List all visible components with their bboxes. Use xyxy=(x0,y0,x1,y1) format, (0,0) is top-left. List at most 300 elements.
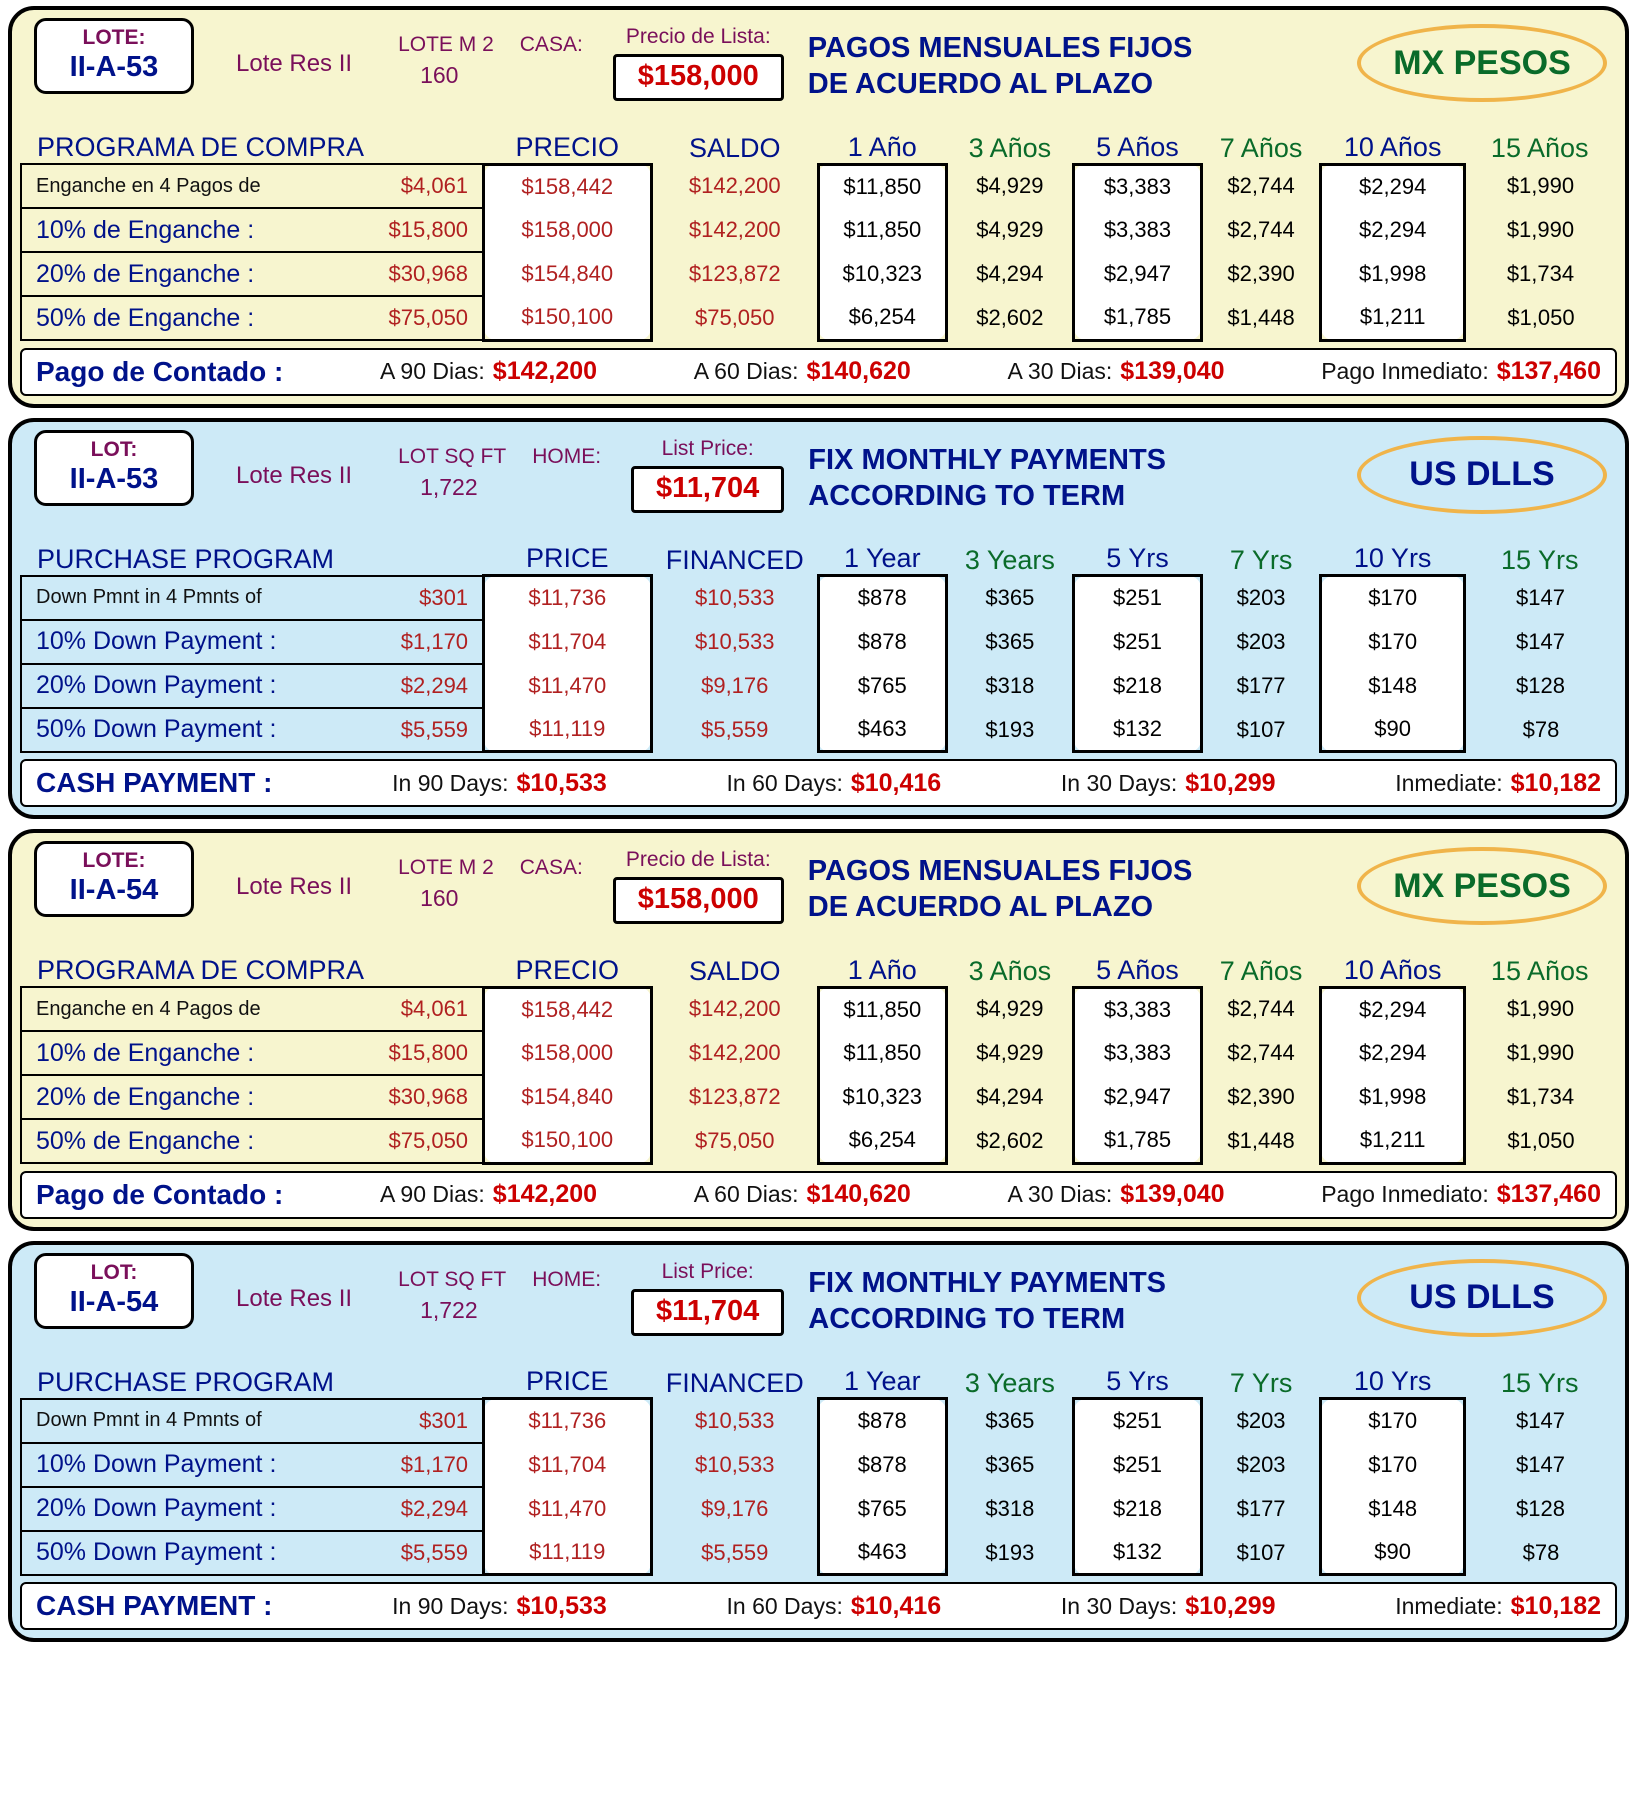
lot-residence-label: Lote Res II xyxy=(236,1284,353,1312)
column-header-price: PRECIO xyxy=(515,131,620,162)
column-header-price: PRECIO xyxy=(515,954,620,985)
lot-label: LOTE: xyxy=(82,26,146,49)
row-label-text: Down Pmnt in 4 Pmnts of xyxy=(36,1409,262,1431)
row-term-4: $148 xyxy=(1321,1487,1465,1531)
row-down-amount: $75,050 xyxy=(388,1128,469,1153)
row-term-4: $170 xyxy=(1321,1443,1465,1487)
slogan-line-2: DE ACUERDO AL PLAZO xyxy=(807,891,1154,923)
row-term-5: $1,990 xyxy=(1506,173,1575,198)
table-row xyxy=(21,1443,1616,1487)
lot-box xyxy=(34,18,194,94)
row-balance: $142,200 xyxy=(688,996,781,1021)
column-header-term-2: 5 Yrs xyxy=(1106,543,1169,573)
cash-item-label-0: In 90 Days: xyxy=(392,769,509,796)
column-header-term-4: 10 Años xyxy=(1343,131,1442,162)
row-term-0: $878 xyxy=(818,576,946,620)
row-label-text: 50% Down Payment : xyxy=(36,715,277,743)
cash-item-value-1: $10,416 xyxy=(850,1591,942,1620)
column-header-term-1: 3 Years xyxy=(964,1367,1055,1398)
column-header-term-2: 5 Yrs xyxy=(1106,1366,1169,1396)
list-price-block xyxy=(631,436,784,513)
row-price: $158,442 xyxy=(484,164,651,208)
row-term-5: $1,990 xyxy=(1506,1040,1575,1065)
row-term-1: $2,602 xyxy=(976,305,1044,330)
column-header-term-4: 10 Años xyxy=(1343,954,1442,985)
row-term-2: $3,383 xyxy=(1074,987,1202,1031)
slogan xyxy=(808,442,1166,514)
column-header-term-3: 7 Yrs xyxy=(1229,544,1293,575)
row-balance: $10,533 xyxy=(694,584,775,610)
currency-label: US DLLS xyxy=(1409,1278,1555,1316)
row-term-1: $4,294 xyxy=(976,261,1044,286)
table-header-row xyxy=(21,945,1616,987)
slogan-line-2: DE ACUERDO AL PLAZO xyxy=(807,68,1154,100)
row-balance: $10,533 xyxy=(694,1407,775,1433)
cash-item-value-0: $10,533 xyxy=(516,768,607,797)
table-row xyxy=(21,1531,1616,1575)
list-price-label: Precio de Lista: xyxy=(625,848,771,871)
row-label-text: 50% de Enganche : xyxy=(36,1126,255,1155)
column-header-price: PRICE xyxy=(526,1366,609,1396)
table-row xyxy=(21,296,1616,340)
row-balance: $5,559 xyxy=(701,716,769,742)
row-term-2: $132 xyxy=(1074,1531,1202,1575)
column-header-term-3: 7 Yrs xyxy=(1229,1367,1293,1398)
row-term-2: $2,947 xyxy=(1074,252,1202,296)
row-term-4: $2,294 xyxy=(1321,1031,1465,1075)
row-balance: $142,200 xyxy=(688,217,781,242)
row-term-5: $1,990 xyxy=(1506,996,1575,1021)
row-balance: $9,176 xyxy=(701,672,769,698)
slogan xyxy=(808,30,1193,102)
row-label-inner xyxy=(22,1076,482,1118)
row-label-cell xyxy=(21,987,484,1031)
table-row xyxy=(21,576,1616,620)
currency-badge xyxy=(1357,1259,1607,1337)
list-price-label: List Price: xyxy=(661,436,754,460)
row-term-1: $193 xyxy=(985,1539,1035,1565)
cash-item-0 xyxy=(380,1180,597,1209)
row-balance: $142,200 xyxy=(688,173,781,198)
price-panel-ii-a-53-es xyxy=(8,6,1629,408)
area-value: 160 xyxy=(420,885,459,911)
lot-label: LOT: xyxy=(90,437,138,461)
row-down-amount: $2,294 xyxy=(400,1495,469,1521)
currency-badge xyxy=(1357,24,1607,102)
panel-header xyxy=(20,16,1617,120)
row-term-3: $203 xyxy=(1236,1407,1286,1433)
area-label: LOT SQ FT xyxy=(398,1267,507,1291)
cash-item-label-1: In 60 Days: xyxy=(726,1592,843,1619)
area-label: LOTE M 2 xyxy=(398,33,494,56)
area-value: 160 xyxy=(420,62,459,88)
cash-item-1 xyxy=(694,1180,911,1209)
column-header-term-1: 3 Years xyxy=(964,544,1055,575)
row-price: $158,000 xyxy=(484,1031,651,1075)
row-label-cell xyxy=(21,296,484,340)
column-header-program: PROGRAMA DE COMPRA xyxy=(37,955,365,985)
column-header-term-5: 15 Yrs xyxy=(1500,544,1579,575)
list-price-block xyxy=(613,847,784,924)
row-term-3: $2,744 xyxy=(1227,996,1295,1021)
row-term-0: $463 xyxy=(818,1531,946,1575)
row-term-3: $1,448 xyxy=(1227,1128,1295,1153)
row-label-cell xyxy=(21,1487,484,1531)
area-labels xyxy=(398,30,583,60)
row-term-1: $4,929 xyxy=(976,173,1044,198)
row-term-2: $218 xyxy=(1074,1487,1202,1531)
row-label-text: 20% de Enganche : xyxy=(36,1082,255,1111)
table-row xyxy=(21,1487,1616,1531)
payment-table xyxy=(20,122,1617,342)
column-header-term-5: 15 Años xyxy=(1490,956,1589,986)
row-down-amount: $1,170 xyxy=(400,628,469,654)
cash-item-label-3: Inmediate: xyxy=(1395,769,1503,796)
row-term-1: $318 xyxy=(985,1495,1035,1521)
row-term-4: $1,211 xyxy=(1321,1119,1465,1163)
home-label: CASA: xyxy=(519,33,583,56)
row-term-5: $128 xyxy=(1515,672,1565,698)
row-term-2: $132 xyxy=(1074,708,1202,752)
table-row xyxy=(21,1119,1616,1163)
row-term-4: $148 xyxy=(1321,664,1465,708)
list-price-value: $158,000 xyxy=(637,883,759,915)
row-price: $11,119 xyxy=(484,1531,651,1575)
row-down-amount: $30,968 xyxy=(388,1084,469,1109)
row-term-1: $4,294 xyxy=(976,1084,1044,1109)
row-term-5: $147 xyxy=(1515,1407,1565,1433)
row-label-text: Enganche en 4 Pagos de xyxy=(36,174,261,197)
row-label-inner xyxy=(22,988,482,1030)
currency-label: US DLLS xyxy=(1409,455,1555,493)
row-term-0: $10,323 xyxy=(818,252,946,296)
row-label-cell xyxy=(21,164,484,208)
row-term-5: $78 xyxy=(1522,1539,1560,1565)
lot-value: II-A-54 xyxy=(69,1285,159,1318)
list-price-box xyxy=(613,877,784,924)
row-down-amount: $5,559 xyxy=(400,716,469,742)
slogan-line-2: ACCORDING TO TERM xyxy=(808,479,1126,512)
cash-payment-row xyxy=(20,759,1617,807)
row-price: $11,470 xyxy=(484,1487,651,1531)
lot-value: II-A-53 xyxy=(69,51,159,83)
cash-payment-row xyxy=(20,1582,1617,1630)
table-row xyxy=(21,620,1616,664)
cash-item-value-2: $139,040 xyxy=(1120,357,1225,385)
row-label-cell xyxy=(21,1075,484,1119)
row-term-1: $365 xyxy=(985,1407,1035,1433)
price-panel-ii-a-54-en xyxy=(8,1241,1629,1643)
price-panel-ii-a-54-es xyxy=(8,829,1629,1231)
table-row xyxy=(21,1399,1616,1443)
column-header-price: PRICE xyxy=(526,543,609,573)
row-term-2: $3,383 xyxy=(1074,164,1202,208)
cash-item-label-3: Pago Inmediato: xyxy=(1321,1181,1489,1207)
row-term-0: $11,850 xyxy=(818,987,946,1031)
lot-box xyxy=(34,841,194,917)
row-term-0: $765 xyxy=(818,1487,946,1531)
row-term-5: $128 xyxy=(1515,1495,1565,1521)
cash-item-label-1: A 60 Dias: xyxy=(693,1181,799,1207)
column-header-term-4: 10 Yrs xyxy=(1353,543,1432,573)
cash-item-value-3: $10,182 xyxy=(1510,1591,1602,1620)
row-label-text: 50% de Enganche : xyxy=(36,303,255,332)
row-term-4: $170 xyxy=(1321,576,1465,620)
row-term-3: $107 xyxy=(1236,716,1286,742)
row-balance: $142,200 xyxy=(688,1040,781,1065)
table-row xyxy=(21,164,1616,208)
row-down-amount: $301 xyxy=(419,584,469,610)
list-price-value: $11,704 xyxy=(656,1294,760,1327)
row-term-3: $203 xyxy=(1236,1451,1286,1477)
lot-residence-label: Lote Res II xyxy=(236,461,353,489)
cash-item-3 xyxy=(1321,1180,1601,1209)
column-header-term-0: 1 Año xyxy=(847,131,917,162)
cash-item-value-1: $10,416 xyxy=(850,768,942,797)
row-term-3: $107 xyxy=(1236,1539,1286,1565)
payment-table xyxy=(20,534,1617,754)
table-row xyxy=(21,252,1616,296)
row-term-0: $878 xyxy=(818,1399,946,1443)
cash-item-label-0: A 90 Dias: xyxy=(379,1181,485,1207)
row-balance: $75,050 xyxy=(694,305,775,330)
home-label: HOME: xyxy=(532,1267,602,1291)
row-label-inner xyxy=(22,1444,482,1486)
area-label: LOTE M 2 xyxy=(398,856,494,879)
column-header-program: PURCHASE PROGRAM xyxy=(37,543,335,574)
row-term-4: $170 xyxy=(1321,620,1465,664)
row-term-0: $878 xyxy=(818,1443,946,1487)
row-down-amount: $1,170 xyxy=(400,1451,469,1477)
row-price: $150,100 xyxy=(484,1119,651,1163)
row-term-2: $1,785 xyxy=(1074,296,1202,340)
area-labels xyxy=(398,1265,601,1295)
row-term-0: $463 xyxy=(818,708,946,752)
cash-item-label-3: Pago Inmediato: xyxy=(1321,358,1489,384)
list-price-label: List Price: xyxy=(661,1259,754,1283)
column-header-term-3: 7 Años xyxy=(1219,956,1303,986)
row-term-5: $147 xyxy=(1515,628,1565,654)
column-header-term-3: 7 Años xyxy=(1219,133,1303,163)
row-term-4: $170 xyxy=(1321,1399,1465,1443)
row-term-0: $765 xyxy=(818,664,946,708)
row-down-amount: $4,061 xyxy=(400,996,469,1021)
cash-item-value-3: $137,460 xyxy=(1496,357,1601,385)
row-label-text: 10% de Enganche : xyxy=(36,1038,255,1067)
list-price-box xyxy=(613,54,784,101)
column-header-program: PURCHASE PROGRAM xyxy=(37,1366,335,1397)
column-header-balance: FINANCED xyxy=(665,544,804,575)
row-down-amount: $2,294 xyxy=(400,672,469,698)
row-label-cell xyxy=(21,576,484,620)
row-term-5: $1,990 xyxy=(1506,217,1575,242)
cash-item-value-1: $140,620 xyxy=(806,357,911,385)
cash-item-1 xyxy=(727,1592,942,1621)
row-label-inner xyxy=(22,1400,482,1442)
slogan-line-1: FIX MONTHLY PAYMENTS xyxy=(808,1266,1167,1299)
cash-item-label-0: In 90 Days: xyxy=(392,1592,509,1619)
row-down-amount: $5,559 xyxy=(400,1539,469,1565)
area-block xyxy=(398,30,583,90)
row-down-amount: $4,061 xyxy=(400,173,469,198)
column-header-balance: SALDO xyxy=(688,956,781,986)
list-price-box xyxy=(631,1289,784,1336)
cash-item-value-3: $10,182 xyxy=(1510,768,1602,797)
cash-item-value-2: $139,040 xyxy=(1120,1180,1225,1208)
table-header-row xyxy=(21,1357,1616,1399)
table-row xyxy=(21,987,1616,1031)
row-term-1: $4,929 xyxy=(976,1040,1044,1065)
panel-header xyxy=(20,839,1617,943)
row-label-text: 20% Down Payment : xyxy=(36,671,277,699)
cash-item-label-0: A 90 Dias: xyxy=(379,358,485,384)
row-price: $150,100 xyxy=(484,296,651,340)
row-label-cell xyxy=(21,708,484,752)
row-term-4: $90 xyxy=(1321,708,1465,752)
area-labels xyxy=(398,853,583,883)
cash-payment-title: CASH PAYMENT : xyxy=(36,1590,273,1621)
row-term-0: $11,850 xyxy=(818,1031,946,1075)
panel-header xyxy=(20,1251,1617,1355)
lot-box xyxy=(34,430,194,506)
row-term-2: $3,383 xyxy=(1074,208,1202,252)
slogan-line-1: PAGOS MENSUALES FIJOS xyxy=(807,855,1193,887)
cash-item-2 xyxy=(1007,1180,1224,1209)
cash-item-2 xyxy=(1007,357,1224,386)
column-header-balance: FINANCED xyxy=(665,1367,804,1398)
row-label-cell xyxy=(21,252,484,296)
cash-item-label-2: In 30 Days: xyxy=(1060,769,1178,796)
row-term-4: $2,294 xyxy=(1321,208,1465,252)
slogan xyxy=(808,853,1193,925)
row-label-cell xyxy=(21,1399,484,1443)
row-term-5: $78 xyxy=(1522,716,1560,742)
row-term-2: $2,947 xyxy=(1074,1075,1202,1119)
home-label: CASA: xyxy=(519,856,583,879)
row-label-inner xyxy=(22,209,482,251)
row-down-amount: $15,800 xyxy=(388,1040,469,1065)
row-price: $11,736 xyxy=(484,576,651,620)
cash-item-label-2: In 30 Days: xyxy=(1060,1592,1178,1619)
row-price: $11,736 xyxy=(484,1399,651,1443)
table-row xyxy=(21,664,1616,708)
currency-label: MX PESOS xyxy=(1393,43,1571,82)
lot-residence-label: Lote Res II xyxy=(236,873,353,900)
row-term-0: $6,254 xyxy=(818,296,946,340)
row-term-3: $2,744 xyxy=(1227,173,1295,198)
row-term-3: $1,448 xyxy=(1227,305,1295,330)
row-label-cell xyxy=(21,1031,484,1075)
cash-payment-title: Pago de Contado : xyxy=(36,355,284,387)
cash-item-value-0: $142,200 xyxy=(492,1180,598,1208)
row-balance: $10,533 xyxy=(694,1451,775,1477)
row-label-inner xyxy=(22,709,482,751)
lot-label: LOT: xyxy=(90,1260,138,1284)
cash-item-label-1: In 60 Days: xyxy=(726,769,843,796)
column-header-term-5: 15 Yrs xyxy=(1500,1367,1579,1398)
row-label-inner xyxy=(22,253,482,295)
column-header-term-2: 5 Años xyxy=(1096,131,1179,162)
row-term-1: $2,602 xyxy=(976,1128,1044,1153)
row-term-1: $365 xyxy=(985,628,1035,654)
slogan-line-1: FIX MONTHLY PAYMENTS xyxy=(808,443,1167,476)
table-row xyxy=(21,708,1616,752)
row-label-text: 10% Down Payment : xyxy=(36,1450,277,1478)
table-row xyxy=(21,208,1616,252)
row-term-2: $1,785 xyxy=(1074,1119,1202,1163)
row-term-1: $365 xyxy=(985,584,1035,610)
cash-item-value-3: $137,460 xyxy=(1496,1180,1601,1208)
row-term-3: $2,390 xyxy=(1227,261,1295,286)
cash-payment-title: CASH PAYMENT : xyxy=(36,767,273,798)
row-price: $11,470 xyxy=(484,664,651,708)
row-balance: $123,872 xyxy=(688,1084,781,1109)
row-balance: $75,050 xyxy=(694,1128,775,1153)
row-label-text: 10% Down Payment : xyxy=(36,627,277,655)
row-term-5: $147 xyxy=(1515,584,1565,610)
row-term-3: $2,744 xyxy=(1227,217,1295,242)
row-label-cell xyxy=(21,1443,484,1487)
row-term-1: $365 xyxy=(985,1451,1035,1477)
price-panel-ii-a-53-en xyxy=(8,418,1629,820)
cash-item-0 xyxy=(392,1592,607,1621)
row-label-cell xyxy=(21,1119,484,1163)
cash-item-value-1: $140,620 xyxy=(806,1180,911,1208)
list-price-label: Precio de Lista: xyxy=(625,25,771,48)
row-term-1: $318 xyxy=(985,672,1035,698)
home-label: HOME: xyxy=(532,444,602,468)
column-header-term-0: 1 Year xyxy=(843,1366,921,1396)
row-label-inner xyxy=(22,577,482,619)
row-label-cell xyxy=(21,1531,484,1575)
lot-residence-label: Lote Res II xyxy=(236,50,353,77)
column-header-term-1: 3 Años xyxy=(968,133,1052,163)
cash-item-3 xyxy=(1395,1592,1601,1621)
row-balance: $9,176 xyxy=(701,1495,769,1521)
row-term-2: $251 xyxy=(1074,1443,1202,1487)
cash-item-3 xyxy=(1395,769,1601,798)
area-block xyxy=(398,442,601,502)
row-term-3: $203 xyxy=(1236,584,1286,610)
table-header-row xyxy=(21,534,1616,576)
row-term-0: $10,323 xyxy=(818,1075,946,1119)
row-balance: $123,872 xyxy=(688,261,781,286)
row-down-amount: $15,800 xyxy=(388,217,469,242)
row-term-0: $11,850 xyxy=(818,208,946,252)
cash-payment-title: Pago de Contado : xyxy=(36,1178,284,1210)
row-price: $154,840 xyxy=(484,1075,651,1119)
area-value: 1,722 xyxy=(420,1296,478,1323)
row-price: $11,119 xyxy=(484,708,651,752)
slogan xyxy=(808,1265,1166,1337)
column-header-term-1: 3 Años xyxy=(968,956,1052,986)
row-term-2: $251 xyxy=(1074,620,1202,664)
row-term-0: $11,850 xyxy=(818,164,946,208)
payment-table xyxy=(20,945,1617,1165)
cash-item-0 xyxy=(392,769,607,798)
area-value: 1,722 xyxy=(420,473,478,500)
row-label-inner xyxy=(22,1032,482,1074)
row-term-3: $203 xyxy=(1236,628,1286,654)
row-term-1: $4,929 xyxy=(976,996,1044,1021)
cash-item-label-2: A 30 Dias: xyxy=(1007,358,1113,384)
area-block xyxy=(398,853,583,913)
payment-table xyxy=(20,1357,1617,1577)
row-price: $158,442 xyxy=(484,987,651,1031)
row-term-4: $1,998 xyxy=(1321,252,1465,296)
row-term-4: $2,294 xyxy=(1321,164,1465,208)
cash-payment-row xyxy=(20,1171,1617,1219)
